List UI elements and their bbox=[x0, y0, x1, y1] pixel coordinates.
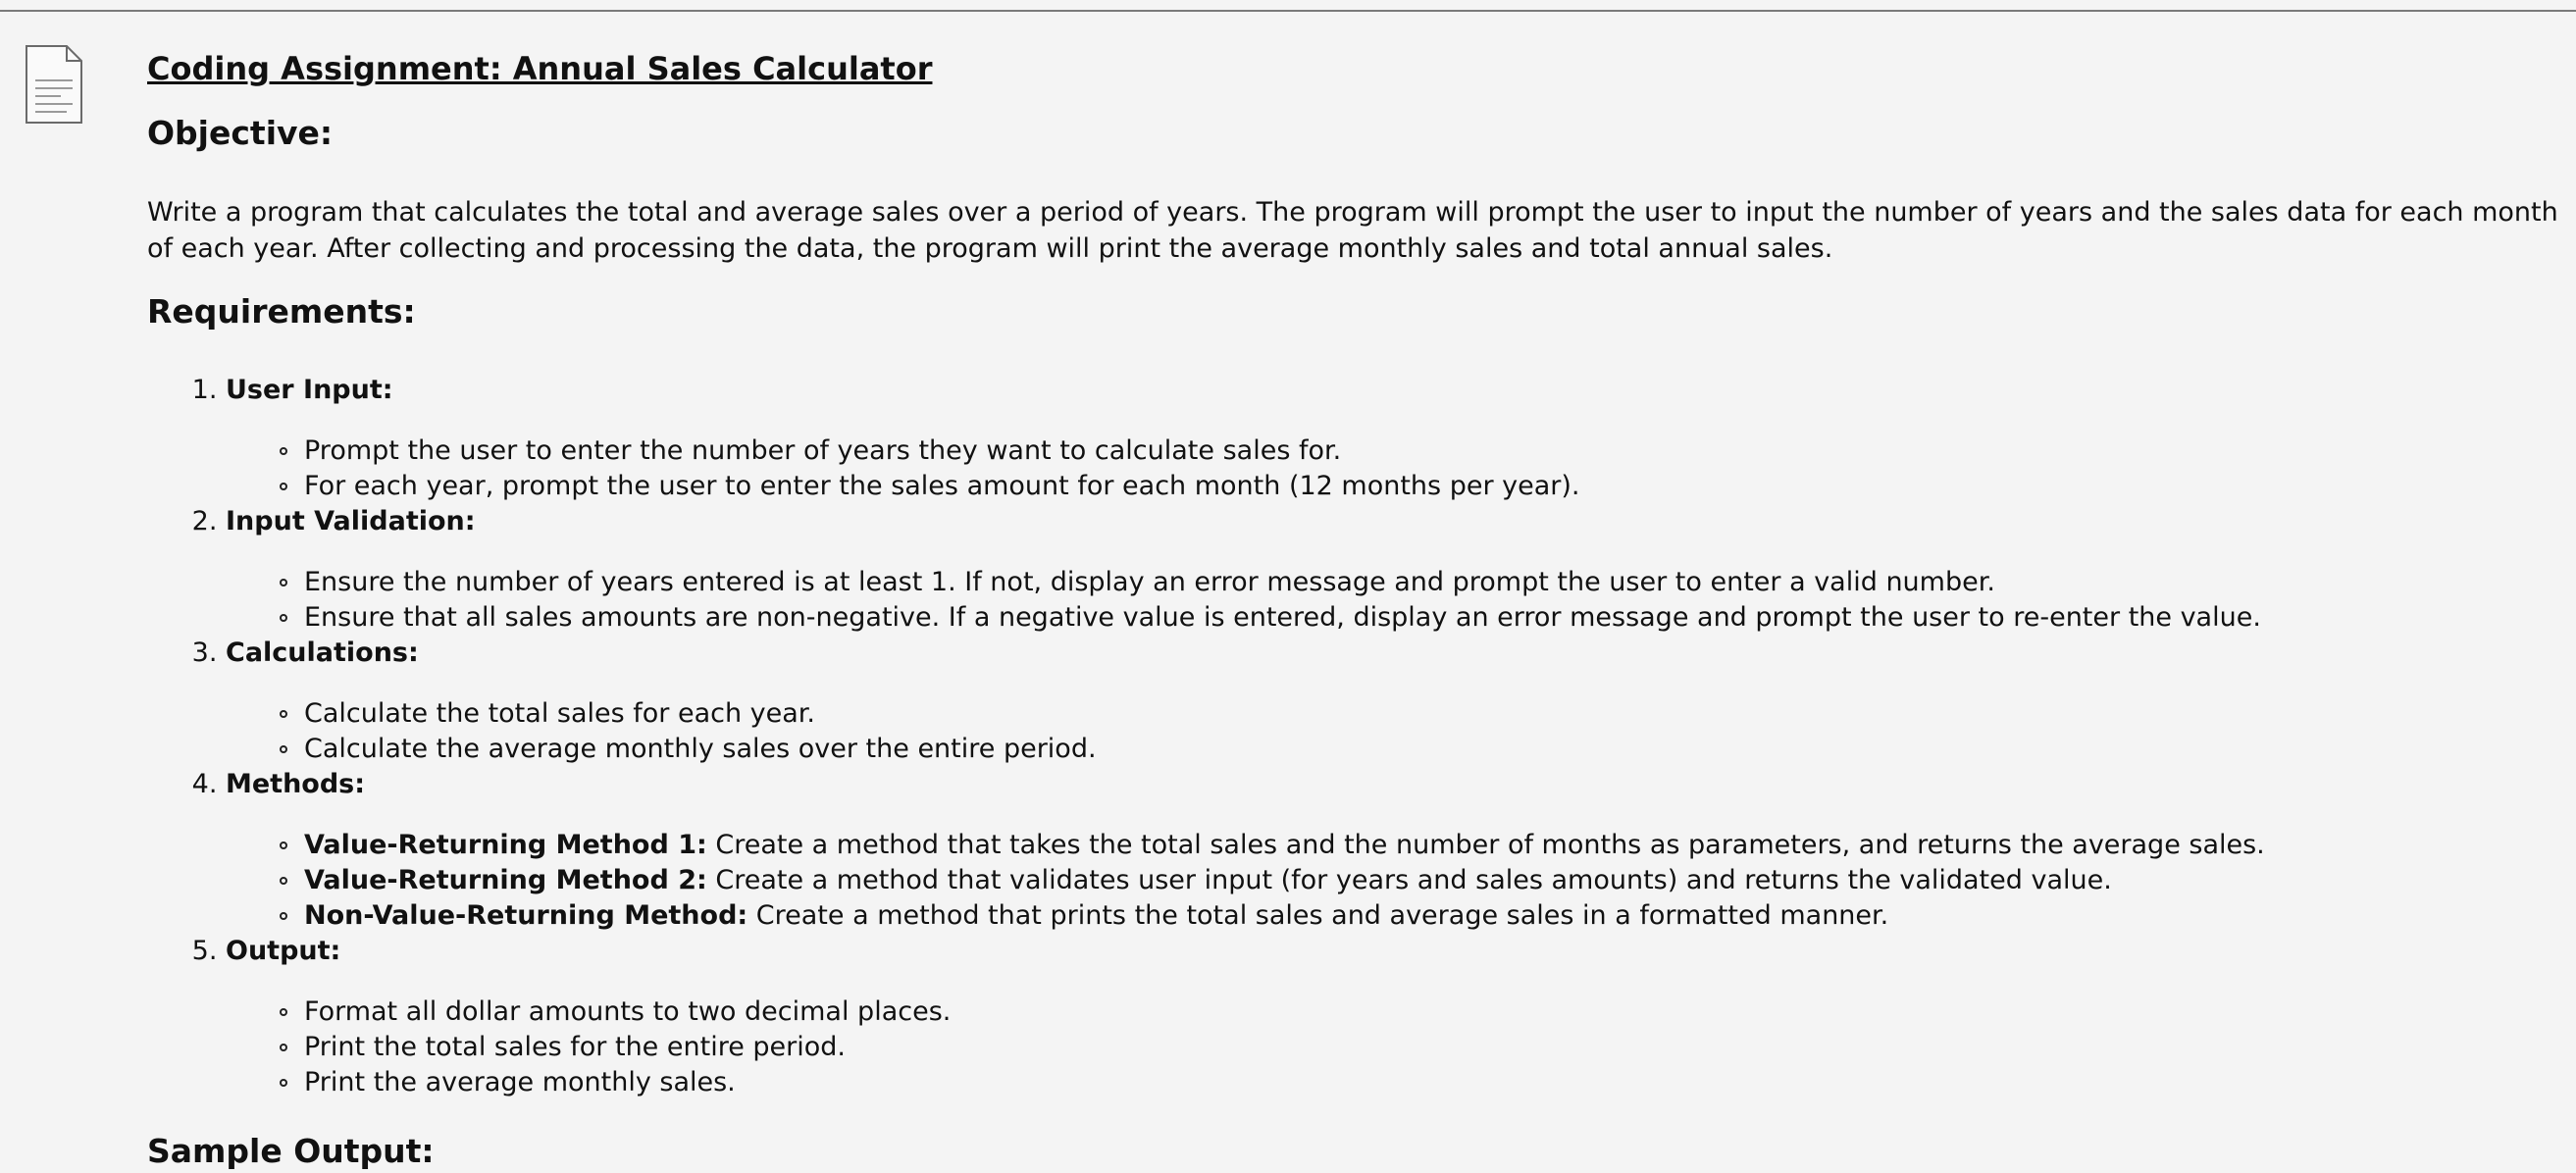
requirement-sublist bbox=[226, 828, 2576, 934]
document-icon bbox=[24, 43, 84, 126]
requirement-item bbox=[226, 636, 2576, 767]
sub-item bbox=[280, 434, 2576, 469]
sub-item-bold: Non-Value-Returning Method: bbox=[304, 900, 748, 931]
sub-item-text: Create a method that prints the total sales and average sales in a formatted manner. bbox=[747, 900, 1889, 931]
requirement-sublist bbox=[226, 565, 2576, 636]
objective-text: Write a program that calculates the total and average sales over a period of years. The program will prompt the user to input the number of years and the sales data for each month of each year. After collecting and processing the data, the program will print the average monthly sales and total annual sales. bbox=[147, 197, 2558, 264]
requirement-item bbox=[226, 767, 2576, 934]
sub-item-text: Print the average monthly sales. bbox=[304, 1067, 736, 1097]
sub-item-text: Calculate the total sales for each year. bbox=[304, 698, 816, 729]
objective-heading: Objective: bbox=[147, 114, 334, 152]
circle-bullet-icon bbox=[280, 579, 287, 586]
sample-output-heading: Sample Output: bbox=[147, 1132, 435, 1170]
circle-bullet-icon bbox=[280, 877, 287, 885]
circle-bullet-icon bbox=[280, 447, 287, 455]
requirement-item bbox=[226, 373, 2576, 504]
sub-item bbox=[280, 994, 2576, 1030]
sub-item bbox=[280, 863, 2576, 898]
requirements-heading: Requirements: bbox=[147, 292, 416, 331]
sub-item-text: Print the total sales for the entire period. bbox=[304, 1032, 846, 1062]
sub-item bbox=[280, 732, 2576, 767]
sub-item-text: Create a method that takes the total sales and the number of months as parameters, and returns the average sales. bbox=[706, 830, 2265, 860]
circle-bullet-icon bbox=[280, 1079, 287, 1087]
sub-item bbox=[280, 1030, 2576, 1065]
requirement-sublist bbox=[226, 434, 2576, 504]
document-body bbox=[147, 43, 2576, 1173]
requirement-label: Input Validation: bbox=[226, 506, 476, 536]
sub-item bbox=[280, 898, 2576, 934]
sub-item bbox=[280, 469, 2576, 504]
circle-bullet-icon bbox=[280, 483, 287, 490]
requirement-sublist bbox=[226, 994, 2576, 1100]
sub-item-text: Calculate the average monthly sales over the entire period. bbox=[304, 734, 1097, 764]
document-title: Coding Assignment: Annual Sales Calculator bbox=[147, 50, 933, 87]
requirement-item bbox=[226, 504, 2576, 636]
circle-bullet-icon bbox=[280, 842, 287, 849]
circle-bullet-icon bbox=[280, 614, 287, 622]
sub-item-text: Ensure that all sales amounts are non-negative. If a negative value is entered, display an error message and prompt the user to re-enter the value. bbox=[304, 602, 2261, 633]
sub-item-bold: Value-Returning Method 1: bbox=[304, 830, 707, 860]
top-divider bbox=[0, 10, 2576, 12]
circle-bullet-icon bbox=[280, 1008, 287, 1016]
sub-item bbox=[280, 600, 2576, 636]
circle-bullet-icon bbox=[280, 912, 287, 920]
requirement-item bbox=[226, 934, 2576, 1100]
sub-item bbox=[280, 565, 2576, 600]
sub-item-text: Create a method that validates user input (for years and sales amounts) and returns the validated value. bbox=[706, 865, 2112, 895]
sub-item bbox=[280, 696, 2576, 732]
circle-bullet-icon bbox=[280, 1044, 287, 1051]
requirement-sublist bbox=[226, 696, 2576, 767]
sub-item-text: Ensure the number of years entered is at least 1. If not, display an error message and prompt the user to enter a valid number. bbox=[304, 567, 1995, 597]
requirement-label: Output: bbox=[226, 936, 341, 966]
circle-bullet-icon bbox=[280, 745, 287, 753]
sub-item-text: For each year, prompt the user to enter the sales amount for each month (12 months per year). bbox=[304, 471, 1580, 501]
sub-item bbox=[280, 1065, 2576, 1100]
requirements-list bbox=[147, 373, 2576, 1100]
circle-bullet-icon bbox=[280, 710, 287, 718]
sub-item-text: Prompt the user to enter the number of years they want to calculate sales for. bbox=[304, 435, 1342, 466]
requirement-label: Methods: bbox=[226, 769, 366, 799]
sub-item bbox=[280, 828, 2576, 863]
requirement-label: Calculations: bbox=[226, 638, 419, 668]
requirement-label: User Input: bbox=[226, 375, 393, 405]
sub-item-bold: Value-Returning Method 2: bbox=[304, 865, 707, 895]
sub-item-text: Format all dollar amounts to two decimal places. bbox=[304, 996, 952, 1027]
